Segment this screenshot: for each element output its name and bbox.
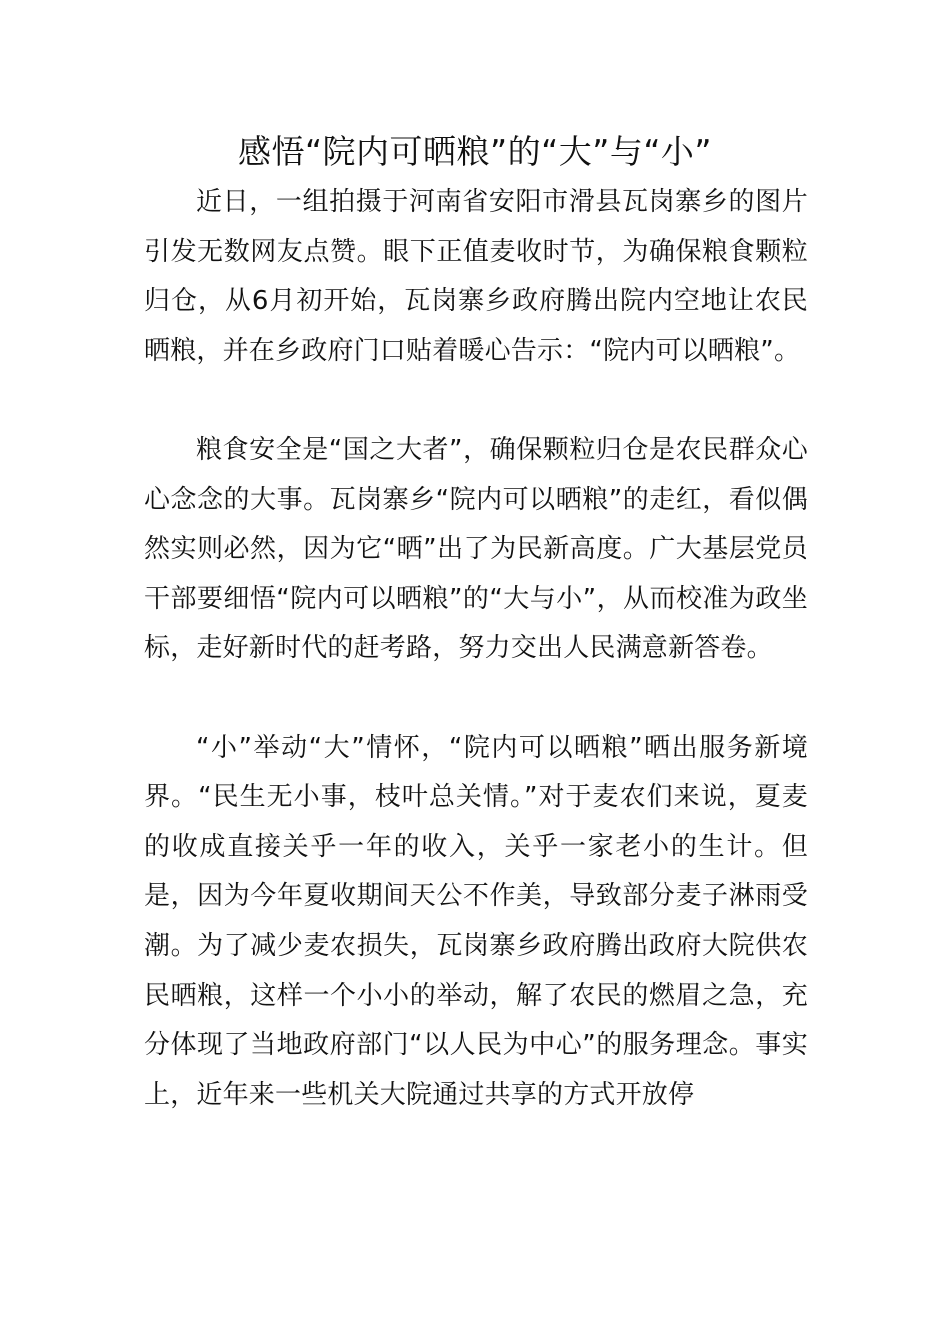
paragraph-3: “小”举动“大”情怀，“院内可以晒粮”晒出服务新境界。“民生无小事，枝叶总关情。”对于麦农们来说，夏麦的收成直接关乎一年的收入，关乎一家老小的生计。但是，因为今年夏收期间天公不作美，导致部分麦子淋雨受潮。为了减少麦农损失，瓦岗寨乡政府腾出政府大院供农民晒粮，这样一个小小的举动，解了农民的燃眉之急，充分体现了当地政府部门“以人民为中心”的服务理念。事实上，近年来一些机关大院通过共享的方式开放停 <box>144 732 808 1110</box>
article-title: 感悟“院内可晒粮”的“大”与“小” <box>237 132 713 171</box>
article-body <box>144 178 808 1120</box>
paragraph-1: 近日，一组拍摄于河南省安阳市滑县瓦岗寨乡的图片引发无数网友点赞。眼下正值麦收时节，为确保粮食颗粒归仓，从6月初开始，瓦岗寨乡政府腾出院内空地让农民晒粮，并在乡政府门口贴着暖心告示：“院内可以晒粮”。 <box>144 187 808 366</box>
paragraph-2: 粮食安全是“国之大者”，确保颗粒归仓是农民群众心心念念的大事。瓦岗寨乡“院内可以晒粮”的走红，看似偶然实则必然，因为它“晒”出了为民新高度。广大基层党员干部要细悟“院内可以晒粮”的“大与小”，从而校准为政坐标，走好新时代的赶考路，努力交出人民满意新答卷。 <box>144 434 808 664</box>
